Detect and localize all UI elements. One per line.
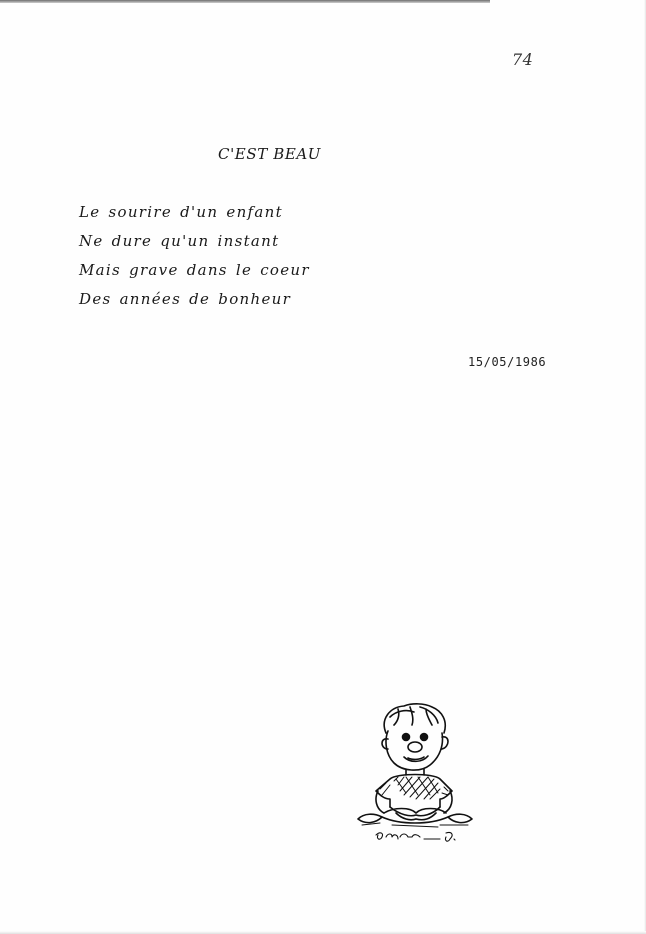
hair-drawing (384, 704, 445, 733)
nose-drawing (408, 742, 422, 752)
legs-drawing (384, 807, 446, 816)
shirt-drawing (376, 775, 452, 808)
poem-line: Des années de bonheur (79, 290, 292, 308)
sitting-child-illustration (340, 695, 490, 855)
poem-title: C'EST BEAU (218, 145, 322, 163)
poem-stanza (79, 198, 310, 314)
poem-line: Mais grave dans le coeur (79, 261, 310, 279)
poem-line: Le sourire d'un enfant (79, 203, 283, 221)
page-number: 74 (512, 50, 534, 69)
signature-mark (376, 832, 455, 841)
poem-line: Ne dure qu'un instant (79, 232, 280, 250)
head-drawing (386, 731, 443, 770)
poem-date: 15/05/1986 (468, 355, 547, 369)
page-top-edge (0, 0, 490, 3)
